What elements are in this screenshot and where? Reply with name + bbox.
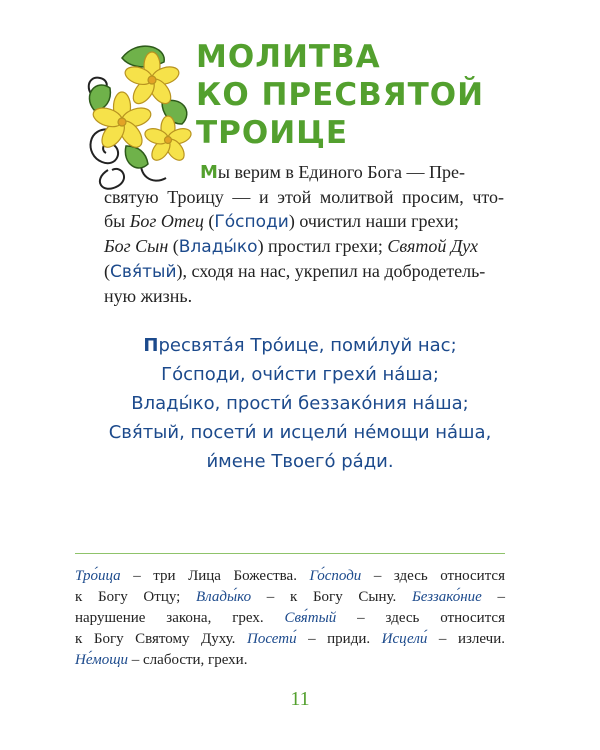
intro-line-6: ную жизнь. [104,286,193,306]
glossary-line-3: нарушение закона, грех. Свя́тый – здесь относится [75,610,505,626]
glossary-line-2: к Богу Отцу; Влады́ко – к Богу Сыну. Беззако́ние – [75,589,505,605]
intro-line-4: Бог Сын (Влады́ко) простил грехи; Святой Дух [104,236,479,257]
prayer-line-2: Го́споди, очи́сти грехи́ на́ша; [161,364,439,385]
intro-line-5: (Свя́тый), сходя на нас, укрепил на добродетель- [104,261,486,282]
intro-line-1: Мы верим в Единого Бога — Пре- [200,162,465,183]
glossary-line-4: к Богу Святому Духу. Посети́ – приди. Исцели́ – излечи. [75,631,505,647]
prayer-line-5: и́мене Твоего́ ра́ди. [206,451,394,472]
intro-dropcap: М [200,162,218,183]
intro-line-2: святую Троицу — и этой молитвой просим, что- [104,187,504,207]
title-line-1: МОЛИТВА [196,39,381,75]
page-title [196,38,526,152]
glossary-line-1: Тро́ица – три Лица Божества. Го́споди – здесь относится [75,568,505,584]
title-line-3: ТРОИЦЕ [196,115,349,151]
prayer-line-3: Влады́ко, прости́ беззако́ния на́ша; [131,393,469,414]
intro-line-3: бы Бог Отец (Го́споди) очистил наши грехи; [104,211,459,232]
intro-paragraph [104,160,504,308]
footnote-divider [75,553,505,554]
prayer-line-1: Пресвята́я Тро́ице, поми́луй нас; [143,335,457,356]
prayer-line-4: Свя́тый, посети́ и исцели́ не́мощи на́ша, [108,422,492,443]
page-number: 11 [290,688,310,710]
prayer-text [100,331,500,476]
glossary [75,566,505,671]
title-line-2: КО ПРЕСВЯТОЙ [196,77,485,113]
glossary-line-5: Не́мощи – слабости, грехи. [75,652,248,668]
